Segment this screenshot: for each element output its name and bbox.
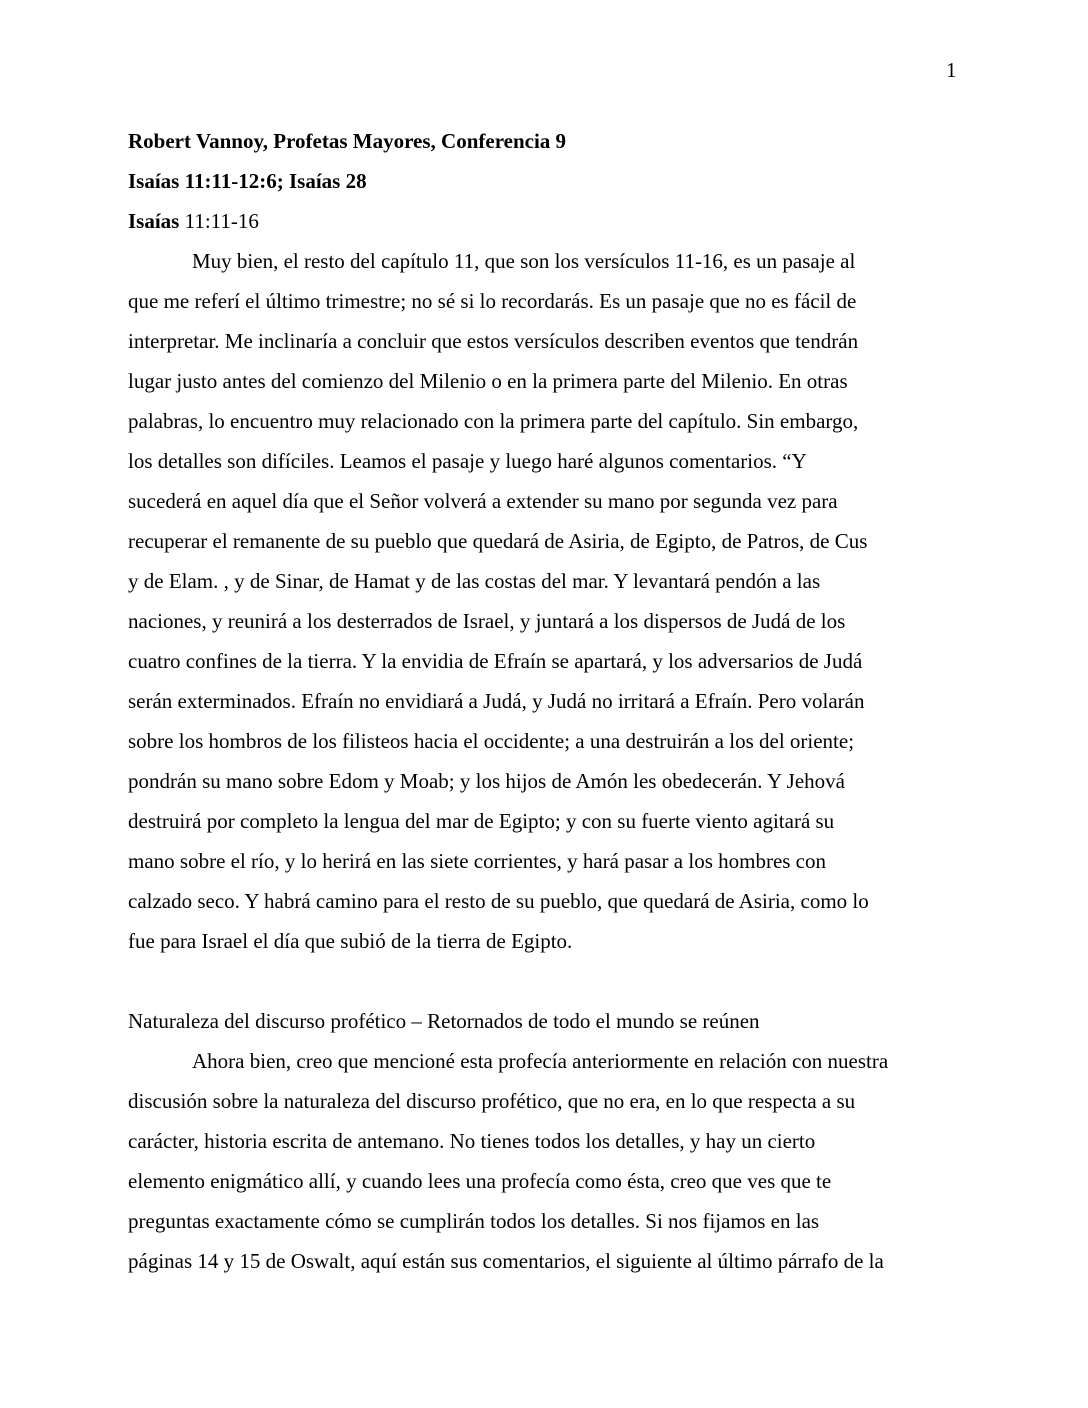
text-line: destruirá por completo la lengua del mar de Egipto; y con su fuerte viento agitará su [128, 809, 835, 833]
text-line: páginas 14 y 15 de Oswalt, aquí están sus comentarios, el siguiente al último párrafo de la [128, 1249, 884, 1273]
passage-reference [128, 201, 968, 241]
text-line: fue para Israel el día que subió de la tierra de Egipto. [128, 929, 573, 953]
text-line: los detalles son difíciles. Leamos el pasaje y luego haré algunos comentarios. “Y [128, 449, 807, 473]
blank-line [128, 961, 968, 1001]
text-line: interpretar. Me inclinaría a concluir que estos versículos describen eventos que tendrán [128, 329, 859, 353]
document-subtitle: Isaías 11:11-12:6; Isaías 28 [128, 169, 367, 193]
text-line: preguntas exactamente cómo se cumplirán todos los detalles. Si nos fijamos en las [128, 1209, 820, 1233]
text-line: carácter, historia escrita de antemano. No tienes todos los detalles, y hay un cierto [128, 1129, 816, 1153]
paragraph-commentary [128, 1041, 968, 1281]
text-line: discusión sobre la naturaleza del discurso profético, que no era, en lo que respecta a su [128, 1089, 856, 1113]
text-line: recuperar el remanente de su pueblo que quedará de Asiria, de Egipto, de Patros, de Cus [128, 529, 868, 553]
text-line: Muy bien, el resto del capítulo 11, que son los versículos 11-16, es un pasaje al [192, 249, 856, 273]
text-line: naciones, y reunirá a los desterrados de Israel, y juntará a los dispersos de Judá de los [128, 609, 846, 633]
passage-reference-book: Isaías [128, 209, 180, 233]
text-line: pondrán su mano sobre Edom y Moab; y los hijos de Amón les obedecerán. Y Jehová [128, 769, 845, 793]
text-line: y de Elam. , y de Sinar, de Hamat y de las costas del mar. Y levantará pendón a las [128, 569, 821, 593]
paragraph-scripture-reading [128, 241, 968, 961]
text-line: mano sobre el río, y lo herirá en las siete corrientes, y hará pasar a los hombres con [128, 849, 827, 873]
section-heading: Naturaleza del discurso profético – Retornados de todo el mundo se reúnen [128, 1009, 760, 1033]
page-number: 1 [946, 58, 957, 82]
passage-reference-verses: 11:11-16 [179, 209, 259, 233]
text-line: palabras, lo encuentro muy relacionado con la primera parte del capítulo. Sin embargo, [128, 409, 859, 433]
text-line: sobre los hombros de los filisteos hacia el occidente; a una destruirán a los del oriente; [128, 729, 855, 753]
text-line: elemento enigmático allí, y cuando lees una profecía como ésta, creo que ves que te [128, 1169, 832, 1193]
text-line: lugar justo antes del comienzo del Milenio o en la primera parte del Milenio. En otras [128, 369, 848, 393]
text-line: calzado seco. Y habrá camino para el resto de su pueblo, que quedará de Asiria, como lo [128, 889, 869, 913]
text-line: sucederá en aquel día que el Señor volverá a extender su mano por segunda vez para [128, 489, 838, 513]
text-line: cuatro confines de la tierra. Y la envidia de Efraín se apartará, y los adversarios de Judá [128, 649, 863, 673]
text-line: Ahora bien, creo que mencioné esta profecía anteriormente en relación con nuestra [192, 1049, 889, 1073]
document-title: Robert Vannoy, Profetas Mayores, Conferencia 9 [128, 129, 567, 153]
text-line: serán exterminados. Efraín no envidiará a Judá, y Judá no irritará a Efraín. Pero volarán [128, 689, 865, 713]
document-content [128, 121, 968, 1281]
text-line: que me referí el último trimestre; no sé si lo recordarás. Es un pasaje que no es fácil de [128, 289, 857, 313]
